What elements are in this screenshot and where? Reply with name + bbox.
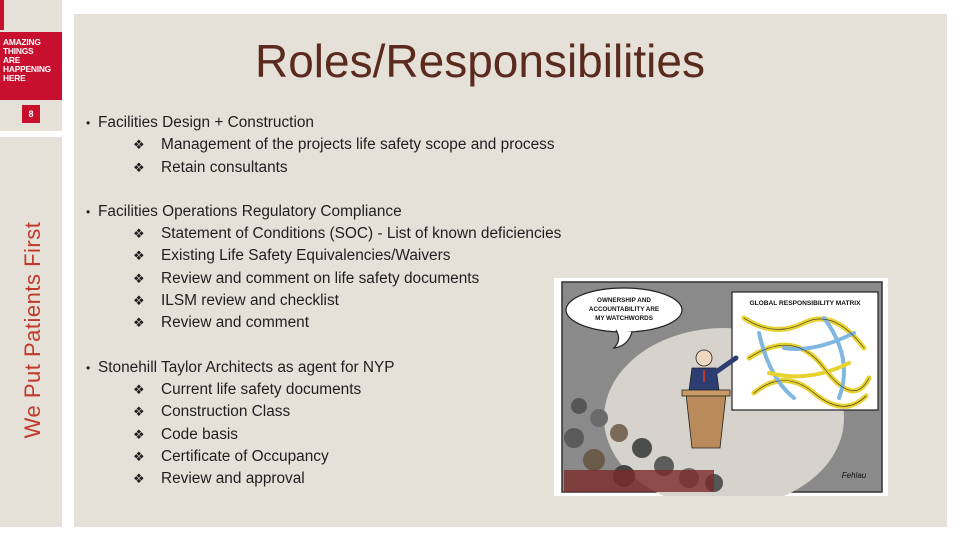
diamond-bullet-icon: ❖	[133, 315, 145, 331]
section-heading: • Facilities Operations Regulatory Compliance	[86, 201, 646, 223]
list-item-text: Code basis	[161, 425, 238, 443]
list-item	[86, 245, 646, 267]
diamond-bullet-icon: ❖	[133, 270, 145, 286]
brand-line: AMAZING	[3, 37, 41, 47]
cartoon-image	[554, 278, 888, 496]
list-item-text: Management of the projects life safety scope and process	[161, 136, 555, 154]
diamond-bullet-icon: ❖	[133, 404, 145, 420]
list-item-text: Existing Life Safety Equivalencies/Waivers	[161, 247, 451, 265]
diamond-bullet-icon: ❖	[133, 448, 145, 464]
brand-line: HERE	[3, 73, 26, 83]
podium	[686, 394, 726, 448]
brand-line: ARE	[3, 55, 21, 65]
page-number: 8	[22, 105, 40, 123]
artist-signature: Fehlau	[841, 471, 867, 480]
section-heading: • Stonehill Taylor Architects as agent for NYP	[86, 357, 646, 379]
list-item-text: Certificate of Occupancy	[161, 447, 329, 465]
diamond-bullet-icon: ❖	[133, 248, 145, 264]
spacer	[86, 179, 646, 201]
brand-line: THINGS	[3, 46, 34, 56]
sidebar-divider	[0, 131, 62, 137]
diamond-bullet-icon: ❖	[133, 293, 145, 309]
diamond-bullet-icon: ❖	[133, 137, 145, 153]
list-item-text: Retain consultants	[161, 158, 288, 176]
list-item-text: Statement of Conditions (SOC) - List of known deficiencies	[161, 225, 562, 243]
speech-line: ACCOUNTABILITY ARE	[588, 306, 660, 313]
list-item	[86, 134, 646, 156]
presenter-head	[696, 350, 712, 366]
brand-line: HAPPENING	[3, 64, 51, 74]
list-item-text: Current life safety documents	[161, 380, 362, 398]
list-item-text: Review and approval	[161, 470, 305, 488]
diamond-bullet-icon: ❖	[133, 471, 145, 487]
diamond-bullet-icon: ❖	[133, 426, 145, 442]
slide-title: Roles/Responsibilities	[255, 35, 705, 87]
tagline: We Put Patients First	[20, 221, 45, 439]
diamond-bullet-icon: ❖	[133, 381, 145, 397]
list-item-text: Review and comment on life safety documents	[161, 269, 480, 287]
podium-top	[682, 390, 730, 396]
list-item-text: ILSM review and checklist	[161, 292, 339, 310]
screen-title: GLOBAL RESPONSIBILITY MATRIX	[749, 300, 861, 307]
cartoon-illustration	[554, 278, 888, 496]
speech-line: OWNERSHIP AND	[597, 297, 651, 304]
top-accent	[0, 0, 62, 30]
diamond-bullet-icon: ❖	[133, 226, 145, 242]
section-heading: • Facilities Design + Construction	[86, 112, 646, 134]
list-item	[86, 223, 646, 245]
list-item	[86, 157, 646, 179]
list-item-text: Review and comment	[161, 314, 309, 332]
speech-line: MY WATCHWORDS	[595, 315, 653, 322]
list-item-text: Construction Class	[161, 403, 291, 421]
diamond-bullet-icon: ❖	[133, 159, 145, 175]
